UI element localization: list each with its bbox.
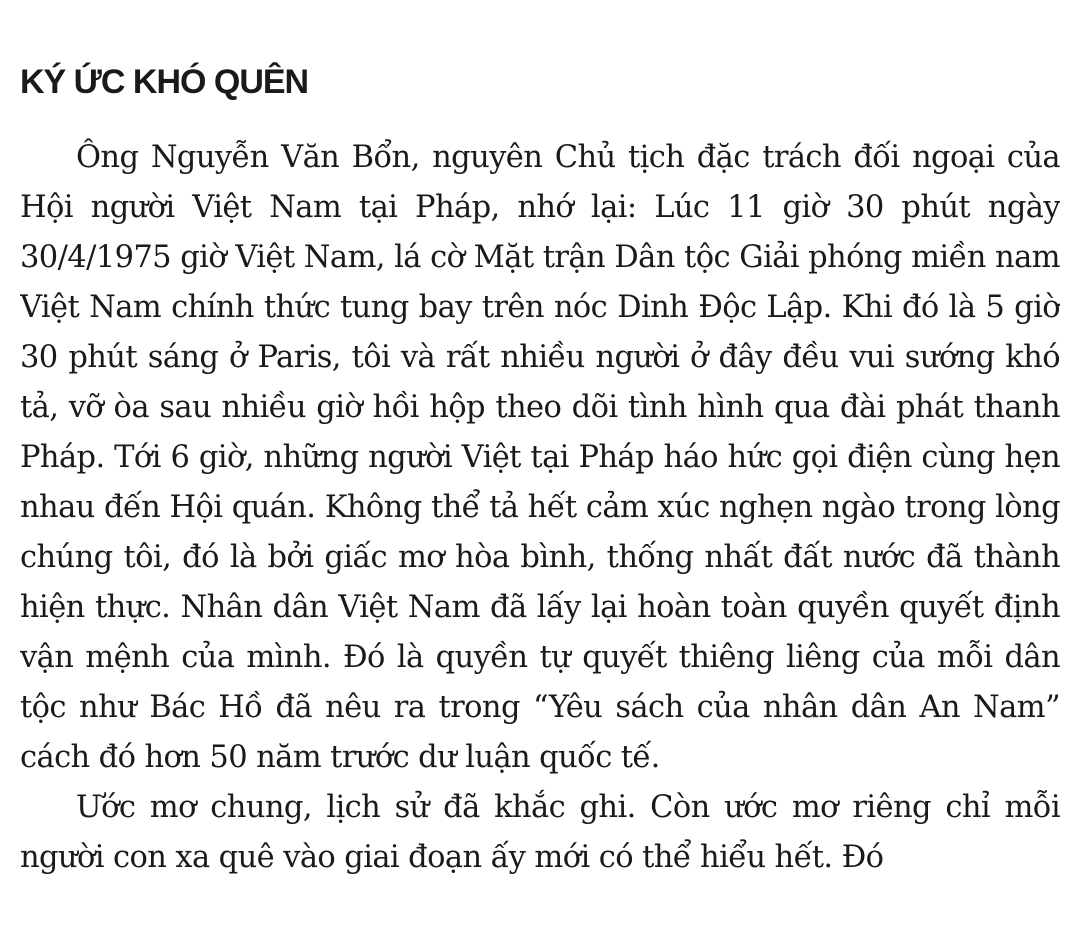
- paragraph-1: Ông Nguyễn Văn Bổn, nguyên Chủ tịch đặc trách đối ngoại của Hội người Việt Nam tại Pháp, nhớ lại: Lúc 11 giờ 30 phút ngày 30/4/1975 giờ Việt Nam, lá cờ Mặt trận Dân tộc Giải phóng miền nam Việt Nam chính thức tung bay trên nóc Dinh Độc Lập. Khi đó là 5 giờ 30 phút sáng ở Paris, tôi và rất nhiều người ở đây đều vui sướng khó tả, vỡ òa sau nhiều giờ hồi hộp theo dõi tình hình qua đài phát thanh Pháp. Tới 6 giờ, những người Việt tại Pháp háo hức gọi điện cùng hẹn nhau đến Hội quán. Không thể tả hết cảm xúc nghẹn ngào trong lòng chúng tôi, đó là bởi giấc mơ hòa bình, thống nhất đất nước đã thành hiện thực. Nhân dân Việt Nam đã lấy lại hoàn toàn quyền quyết định vận mệnh của mình. Đó là quyền tự quyết thiêng liêng của mỗi dân tộc như Bác Hồ đã nêu ra trong “Yêu sách của nhân dân An Nam” cách đó hơn 50 năm trước dư luận quốc tế.: [20, 140, 1060, 775]
- article-body: [20, 133, 1060, 883]
- section-heading: KÝ ỨC KHÓ QUÊN: [20, 63, 309, 101]
- paragraph-2: Ước mơ chung, lịch sử đã khắc ghi. Còn ước mơ riêng chỉ mỗi người con xa quê vào giai đoạn ấy mới có thể hiểu hết. Đó: [20, 790, 1060, 875]
- article-page: [20, 0, 1060, 942]
